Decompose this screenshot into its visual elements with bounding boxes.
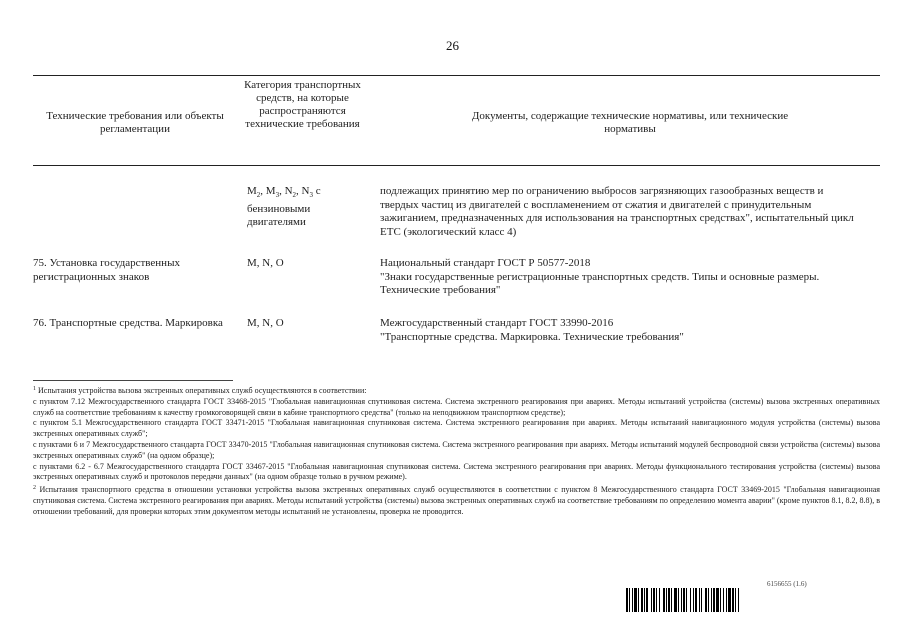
table-row-75-documents — [380, 257, 860, 298]
barcode-bar — [705, 588, 707, 612]
table-row-75-category: M, N, O — [247, 257, 284, 269]
barcode-bar — [668, 588, 670, 612]
barcode-bar — [666, 588, 667, 612]
barcode-bar — [713, 588, 715, 612]
table-row-76-documents — [380, 317, 860, 344]
barcode-bar — [735, 588, 736, 612]
barcode-bar — [632, 588, 633, 612]
barcode-bar — [651, 588, 652, 612]
barcode-bar — [728, 588, 731, 612]
barcode-bar — [716, 588, 719, 612]
barcode-bar — [653, 588, 655, 612]
barcode-bar — [678, 588, 679, 612]
footnote-1-item: с пунктами 6 и 7 Межгосударственного стандарта ГОСТ 33470-2015 "Глобальная навигационная спутниковая система. Система экстренного реагирования при авариях. Методы испытаний модулей беспроводной связи устройства (системы) вызова экстренных оперативных служб" (на одном образце); — [33, 439, 880, 460]
table-header-rule — [33, 165, 880, 166]
barcode-bar — [708, 588, 709, 612]
footnotes — [33, 384, 880, 518]
barcode-bar — [723, 588, 724, 612]
barcode-bar — [644, 588, 645, 612]
document-description: "Знаки государственные регистрационные транспортных средств. Типы и основные размеры. Технические требования" — [380, 270, 820, 296]
barcode-bar — [701, 588, 702, 612]
barcode-label: 6156655 (1.6) — [767, 580, 807, 588]
footnote-1-item: с пунктом 7.12 Межгосударственного стандарта ГОСТ 33468-2015 "Глобальная навигационная спутниковая система. Система экстренного реагирования при авариях. Методы испытаний устройства (системы) вызова экстренных оперативных служб на соответствие требованиям к качеству громкоговорящей связи в кабине транспортного средства" (только на неподвижном транспортном средстве); — [33, 396, 880, 417]
barcode-bar — [681, 588, 682, 612]
footnote-separator — [33, 380, 233, 381]
barcode — [626, 588, 856, 612]
footnote-1-item: с пунктом 5.1 Межгосударственного стандарта ГОСТ 33471-2015 "Глобальная навигационная спутниковая система. Система экстренного реагирования при авариях. Методы испытаний навигационного модуля устройства (системы) вызова экстренных оперативных служб"; — [33, 418, 880, 439]
header-documents: Документы, содержащие технические нормативы, или технические нормативы — [471, 110, 789, 135]
header-vehicle-category: Категория транспортных средств, на которые распространяются технические требования — [244, 79, 361, 130]
footnote-2: $^2$ Испытания транспортного средства в отношении установки устройства вызова экстренных оперативных служб осуществляются в соответствии с пунктом 8 Межгосударственного стандарта ГОСТ 33469-2015 "Глобальная навигационная спутниковая система. Система экстренного реагирования при авариях. Методы испытаний устройства (системы) вызова экстренных оперативных служб на соответствие требованиям по определению момента аварии" (кроме пунктов 8.1, 8.2, 8.8), в отношении требований, для проверки которых этим документом методы испытаний не установлены, проверка не проводится. — [33, 485, 880, 516]
barcode-bar — [659, 588, 660, 612]
barcode-bar — [626, 588, 628, 612]
table-row-75-requirement: 75. Установка государственных регистрационных знаков — [33, 257, 180, 283]
table-top-rule — [33, 75, 880, 76]
barcode-bar — [656, 588, 657, 612]
barcode-bar — [663, 588, 665, 612]
barcode-bar — [634, 588, 637, 612]
barcode-bar — [693, 588, 694, 612]
footnote-1-item: с пунктами 6.2 - 6.7 Межгосударственного стандарта ГОСТ 33467-2015 "Глобальная навигационная спутниковая система. Система экстренного реагирования при авариях. Методы функционального тестирования устройства (системы) вызова экстренных оперативных служб и протоколов передачи данных" (на одном образце только в ручном режиме). — [33, 461, 880, 482]
barcode-bar — [726, 588, 727, 612]
barcode-bar — [638, 588, 639, 612]
header-requirements: Технические требования или объекты регламентации — [46, 110, 224, 135]
barcode-bar — [738, 588, 739, 612]
barcode-bar — [641, 588, 643, 612]
table-row-76-category: M, N, O — [247, 317, 284, 329]
footnote-1-intro: $^1$ Испытания устройства вызова экстренных оперативных служб осуществляются в соответствии: — [33, 386, 367, 395]
document-description: "Транспортные средства. Маркировка. Технические требования" — [380, 330, 684, 343]
document-title: Национальный стандарт ГОСТ Р 50577-2018 — [380, 257, 591, 269]
barcode-bar — [646, 588, 648, 612]
barcode-bar — [690, 588, 691, 612]
table-row-76-requirement: 76. Транспортные средства. Маркировка — [33, 317, 223, 329]
barcode-bar — [686, 588, 687, 612]
barcode-bar — [629, 588, 630, 612]
barcode-bar — [699, 588, 700, 612]
barcode-bar — [695, 588, 697, 612]
barcode-bar — [720, 588, 721, 612]
page-number: 26 — [446, 38, 459, 53]
table-row-continuation-documents: подлежащих принятию мер по ограничению выбросов загрязняющих газообразных веществ и твердых частиц из двигателей с воспламенением от сжатия и двигателей с принудительным зажиганием, предназначенных для использования на транспортных средствах", испытательный цикл ЕТС (экологический класс 4) — [380, 185, 854, 238]
barcode-bar — [732, 588, 734, 612]
barcode-bar — [683, 588, 685, 612]
document-title: Межгосударственный стандарт ГОСТ 33990-2016 — [380, 317, 614, 329]
barcode-bar — [671, 588, 672, 612]
barcode-bar — [711, 588, 712, 612]
barcode-bar — [674, 588, 677, 612]
table-row-continuation-category: $M_2$, $M_3$, $N_2$, $N_3$ с бензиновыми двигателями — [247, 185, 321, 229]
